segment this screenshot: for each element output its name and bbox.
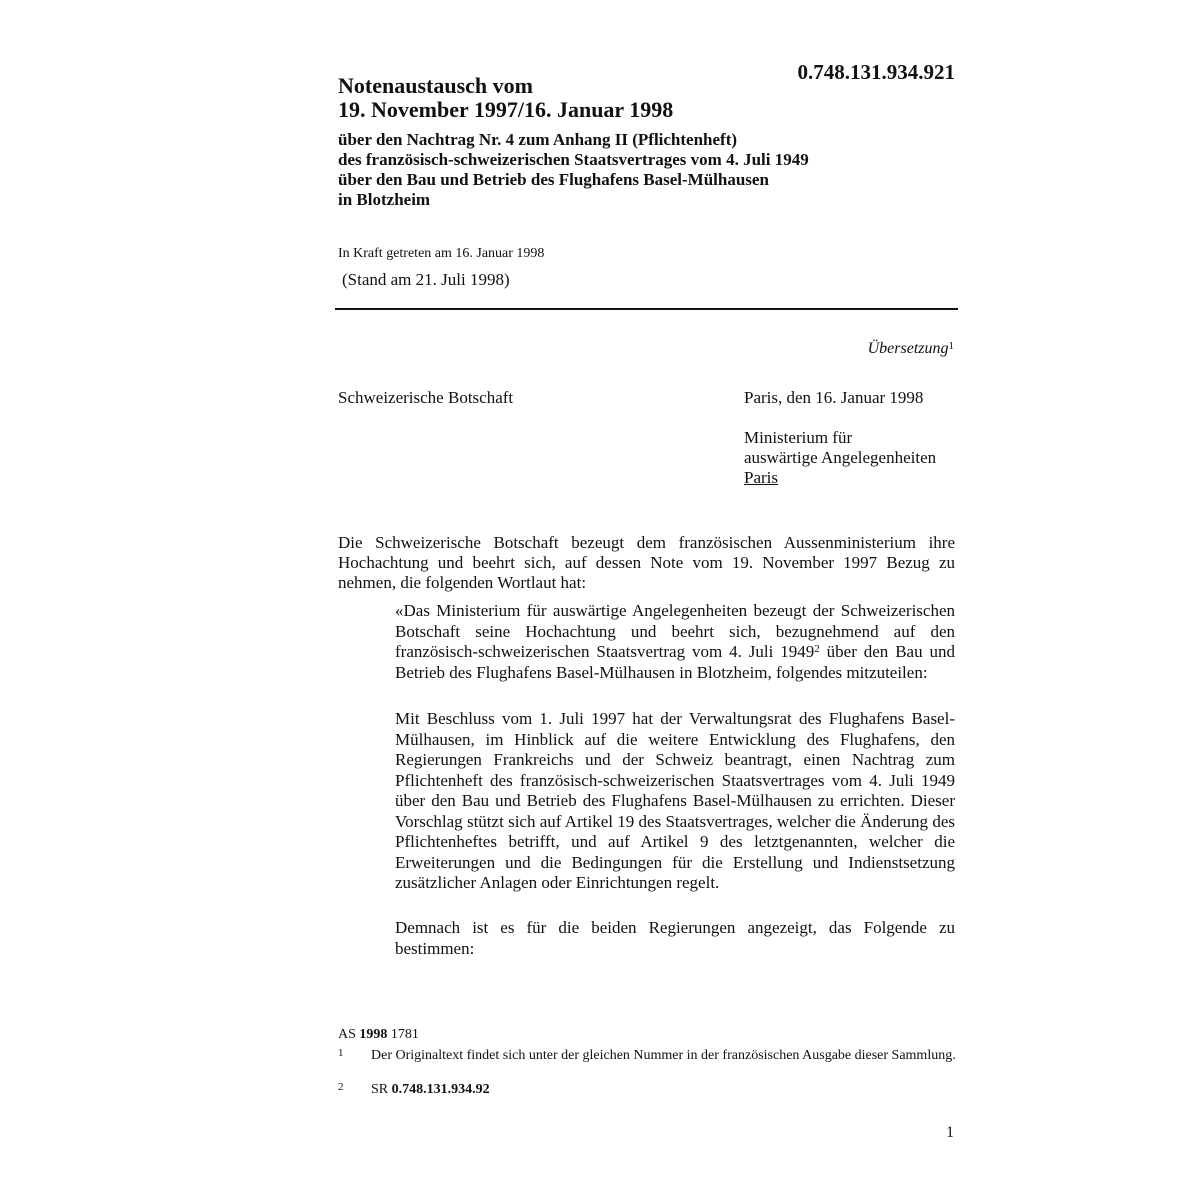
quote-p1-text-a: «Das Ministerium für auswärtige Angelegenheiten bezeugt der Schweizerischen Botschaft seine Hochachtung und beehrt sich, bezugnehmend auf den französisch-schweizerischen Staatsvertrag vom 4. Juli 1949 <box>395 601 955 661</box>
header-divider <box>335 308 958 310</box>
as-prefix: AS <box>338 1027 360 1042</box>
footnote-1-number: 1 <box>338 1047 344 1059</box>
document-title <box>338 74 778 122</box>
translation-label: Übersetzung <box>867 340 949 357</box>
footnote-2-sr-number[interactable]: 0.748.131.934.92 <box>391 1082 490 1097</box>
recipient-address <box>744 428 936 488</box>
quote-paragraph-1 <box>395 601 955 683</box>
place-date: Paris, den 16. Januar 1998 <box>744 388 924 407</box>
in-force-date: In Kraft getreten am 16. Januar 1998 <box>338 246 545 261</box>
quote-p1-text-b: über den Bau und Betrieb des Flughafens Basel-Mülhausen in Blotzheim, folgendes mitzuteilen: <box>395 642 955 682</box>
footnote-2 <box>338 1082 958 1100</box>
sr-number: 0.748.131.934.921 <box>797 60 955 84</box>
recipient-line-1: Ministerium für <box>744 428 853 447</box>
as-page: 1781 <box>387 1027 419 1042</box>
quote-paragraph-2: Mit Beschluss vom 1. Juli 1997 hat der Verwaltungsrat des Flughafens Basel-Mülhausen, im Hinblick auf die weitere Entwicklung des Flughafens, den Regierungen Frankreichs und der Schweiz beantragt, einen Nachtrag zum Pflichtenheft des französisch-schweizerischen Staatsvertrages vom 4. Juli 1949 über den Bau und Betrieb des Flughafens Basel-Mülhausen zu errichten. Dieser Vorschlag stützt sich auf Artikel 19 des Staatsvertrages, welcher die Änderung des Pflichtenheftes betrifft, und auf Artikel 9 des letztgenannten, welcher die Erweiterungen und die Bedingungen für die Erstellung und Indienstsetzung zusätzlicher Anlagen oder Einrichtungen regelt. <box>395 709 955 892</box>
footnote-ref-1[interactable]: 1 <box>948 340 954 352</box>
intro-paragraph: Die Schweizerische Botschaft bezeugt dem französischen Aussenministerium ihre Hochachtung und beehrt sich, auf dessen Note vom 19. November 1997 Bezug zu nehmen, die folgenden Wortlaut hat: <box>338 533 955 592</box>
title-line-2: 19. November 1997/16. Januar 1998 <box>338 97 674 122</box>
translation-note <box>700 340 954 358</box>
footnote-1-text: Der Originaltext findet sich unter der gleichen Nummer in der französischen Ausgabe dieser Sammlung. <box>371 1048 956 1063</box>
footnote-2-text <box>371 1082 961 1098</box>
page-number: 1 <box>946 1124 954 1141</box>
subtitle-line-4: in Blotzheim <box>338 190 431 209</box>
document-subtitle <box>338 130 958 210</box>
sender: Schweizerische Botschaft <box>338 388 514 407</box>
footnote-ref-2[interactable]: 2 <box>814 643 820 655</box>
recipient-line-2: auswärtige Angelegenheiten <box>744 448 937 467</box>
footnote-1 <box>338 1048 958 1082</box>
official-collection-ref <box>338 1027 419 1043</box>
title-line-1: Notenaustausch vom <box>338 73 533 98</box>
footnote-2-prefix: SR <box>371 1082 392 1097</box>
subtitle-line-1: über den Nachtrag Nr. 4 zum Anhang II (Pflichtenheft) <box>338 130 738 149</box>
footnote-2-number: 2 <box>338 1081 344 1093</box>
subtitle-line-3: über den Bau und Betrieb des Flughafens Basel-Mülhausen <box>338 170 769 189</box>
status-date: (Stand am 21. Juli 1998) <box>342 270 510 289</box>
subtitle-line-2: des französisch-schweizerischen Staatsvertrages vom 4. Juli 1949 <box>338 150 809 169</box>
recipient-city: Paris <box>744 468 778 487</box>
quote-paragraph-3: Demnach ist es für die beiden Regierungen angezeigt, das Folgende zu bestimmen: <box>395 918 955 958</box>
as-year: 1998 <box>359 1027 388 1042</box>
